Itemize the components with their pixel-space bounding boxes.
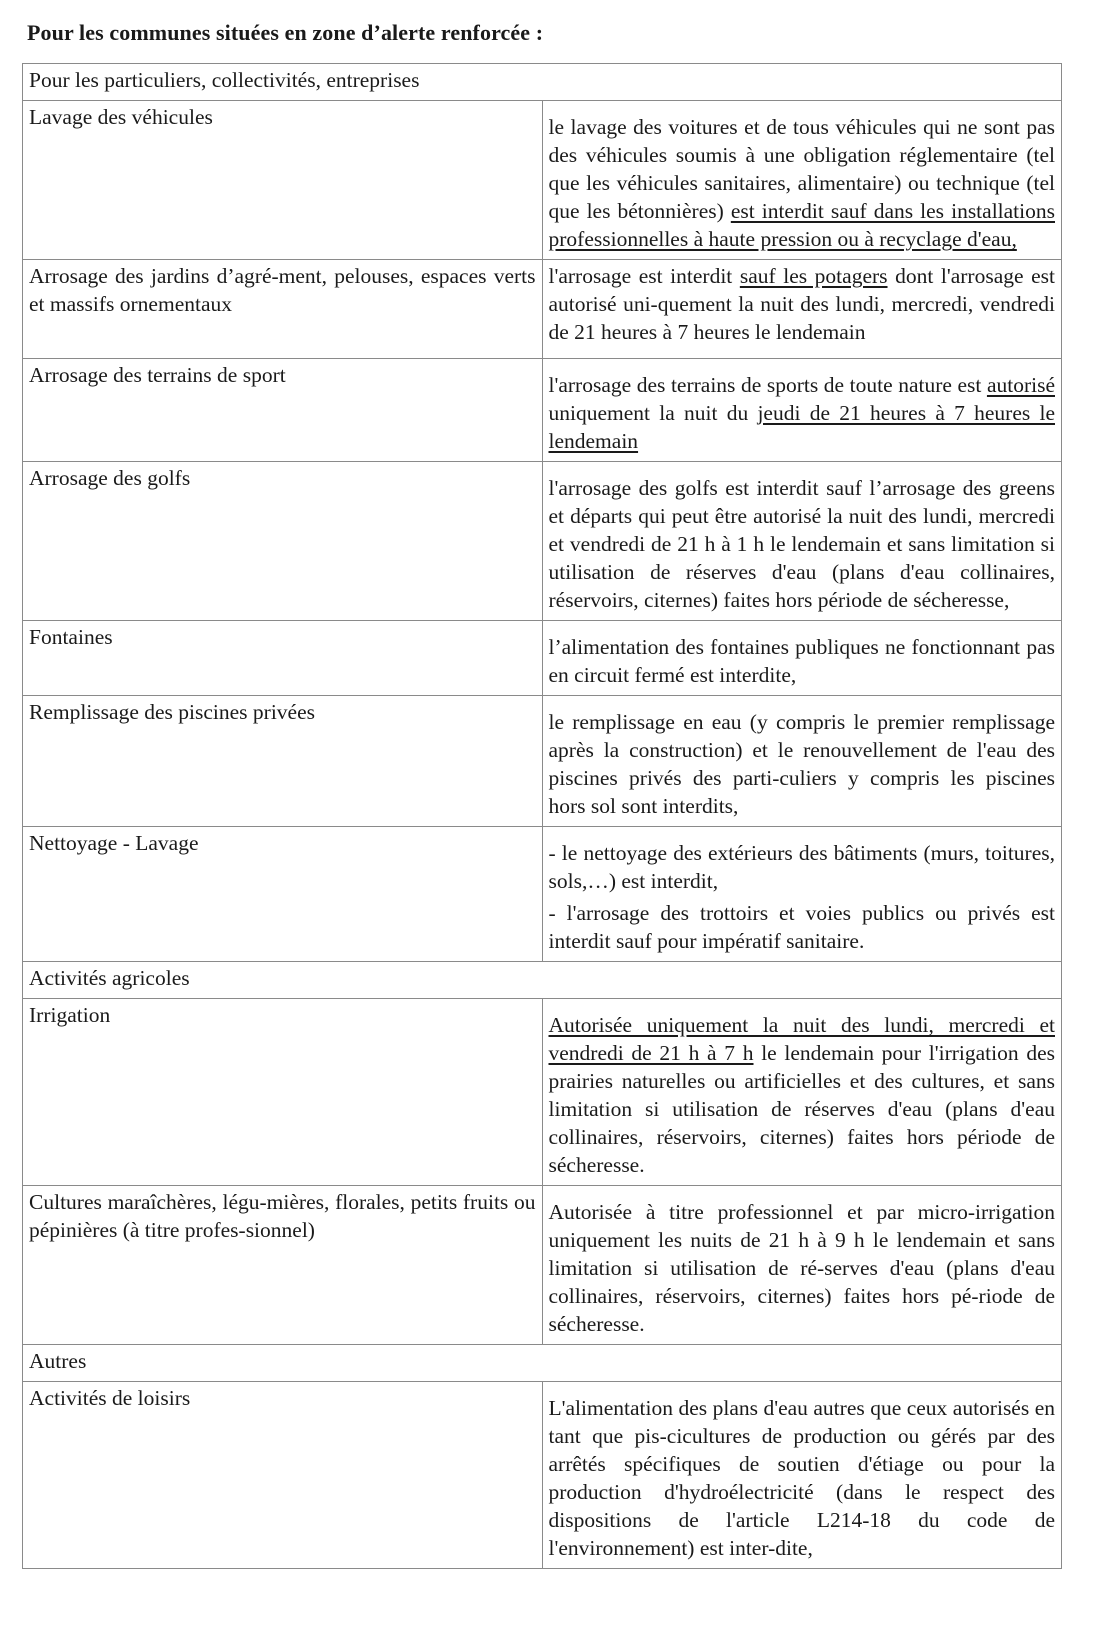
- desc-segment-underlined: sauf les potagers: [739, 264, 888, 288]
- section-row: [23, 962, 1062, 999]
- section-title: Autres: [23, 1345, 1062, 1382]
- desc-segment: l'arrosage est interdit: [548, 264, 740, 288]
- row-label: Fontaines: [23, 621, 543, 696]
- row-label: Nettoyage - Lavage: [23, 827, 543, 962]
- row-label: Irrigation: [23, 999, 543, 1186]
- row-label: Arrosage des golfs: [23, 462, 543, 621]
- row-description: le remplissage en eau (y compris le premier remplissage après la construction) et le renouvellement de l'eau des piscines privés des parti-culiers y compris les piscines hors sol sont interdits,: [542, 696, 1062, 827]
- desc-segment-underlined: Autorisée uniquement la nuit des lundi, mercredi et vendredi de 21 h à 7 h: [548, 1013, 1055, 1065]
- table-row: [23, 827, 1062, 962]
- table-row: [23, 462, 1062, 621]
- row-description: Autorisée à titre professionnel et par micro-irrigation uniquement les nuits de 21 h à 9 h le lendemain et sans limitation si utilisation de ré-serves d'eau (plans d'eau collinaires, réservoirs, citernes) faites hors pé-riode de sécheresse.: [542, 1186, 1062, 1345]
- row-description: [542, 359, 1062, 462]
- desc-segment: uniquement la nuit du: [548, 401, 758, 425]
- desc-segment: l'arrosage des terrains de sports de toute nature est: [548, 373, 987, 397]
- section-title: Pour les particuliers, collectivités, entreprises: [23, 64, 1062, 101]
- table-row: [23, 101, 1062, 260]
- section-row: [23, 1345, 1062, 1382]
- desc-segment: le lavage des voitures et de tous véhicules qui ne sont pas des véhicules soumis à une obligation réglementaire (tel que les véhicules sanitaires, alimentaire) ou technique (tel que les bétonnières): [548, 115, 1055, 223]
- section-row: [23, 64, 1062, 101]
- row-label: Remplissage des piscines privées: [23, 696, 543, 827]
- row-description: l'arrosage des golfs est interdit sauf l’arrosage des greens et départs qui peut être autorisé la nuit des lundi, mercredi et vendredi de 21 h à 1 h le lendemain et sans limitation si utilisation de réserves d'eau (plans d'eau collinaires, réservoirs, citernes) faites hors période de sécheresse,: [542, 462, 1062, 621]
- row-label: Arrosage des terrains de sport: [23, 359, 543, 462]
- row-description: L'alimentation des plans d'eau autres que ceux autorisés en tant que pis-cicultures de production ou gérés par des arrêtés spécifiques de soutien d'étiage ou pour la production d'hydroélectricité (dans le respect des dispositions de l'article L214-18 du code de l'environnement) est inter-dite,: [542, 1382, 1062, 1569]
- row-label: Arrosage des jardins d’agré-ment, pelouses, espaces verts et massifs ornementaux: [23, 260, 543, 359]
- row-label: Lavage des véhicules: [23, 101, 543, 260]
- section-title: Activités agricoles: [23, 962, 1062, 999]
- row-label: Activités de loisirs: [23, 1382, 543, 1569]
- page-heading: Pour les communes situées en zone d’alerte renforcée :: [27, 20, 544, 45]
- table-row: [23, 621, 1062, 696]
- table-row: [23, 359, 1062, 462]
- table-row: [23, 696, 1062, 827]
- row-description: [542, 827, 1062, 962]
- row-description: l’alimentation des fontaines publiques ne fonctionnant pas en circuit fermé est interdite,: [542, 621, 1062, 696]
- desc-line: - le nettoyage des extérieurs des bâtiments (murs, toitures, sols,…) est interdit,: [548, 841, 1055, 893]
- desc-line: - l'arrosage des trottoirs et voies publics ou privés est interdit sauf pour impératif sanitaire.: [548, 901, 1055, 953]
- table-row: [23, 1186, 1062, 1345]
- desc-segment-underlined: jeudi de 21 heures à 7 heures le lendemain: [548, 401, 1055, 453]
- desc-segment-underlined: autorisé: [986, 373, 1055, 397]
- row-description: [542, 999, 1062, 1186]
- desc-segment-underlined: est interdit sauf dans les installations professionnelles à haute pression ou à recyclage d'eau,: [548, 199, 1055, 251]
- row-description: [542, 260, 1062, 359]
- desc-segment: le lendemain pour l'irrigation des prairies naturelles ou artificielles et des cultures, et sans limitation si utilisation de réserves d'eau (plans d'eau collinaires, réservoirs, citernes) faites hors période de sécheresse.: [548, 1041, 1055, 1177]
- row-label: Cultures maraîchères, légu-mières, florales, petits fruits ou pépinières (à titre profes-sionnel): [23, 1186, 543, 1345]
- desc-segment: dont l'arrosage est autorisé uni-quement la nuit des lundi, mercredi, vendredi de 21 heures à 7 heures le lendemain: [548, 264, 1055, 344]
- restrictions-table: [22, 63, 1062, 1569]
- table-row: [23, 999, 1062, 1186]
- table-row: [23, 260, 1062, 359]
- table-row: [23, 1382, 1062, 1569]
- row-description: [542, 101, 1062, 260]
